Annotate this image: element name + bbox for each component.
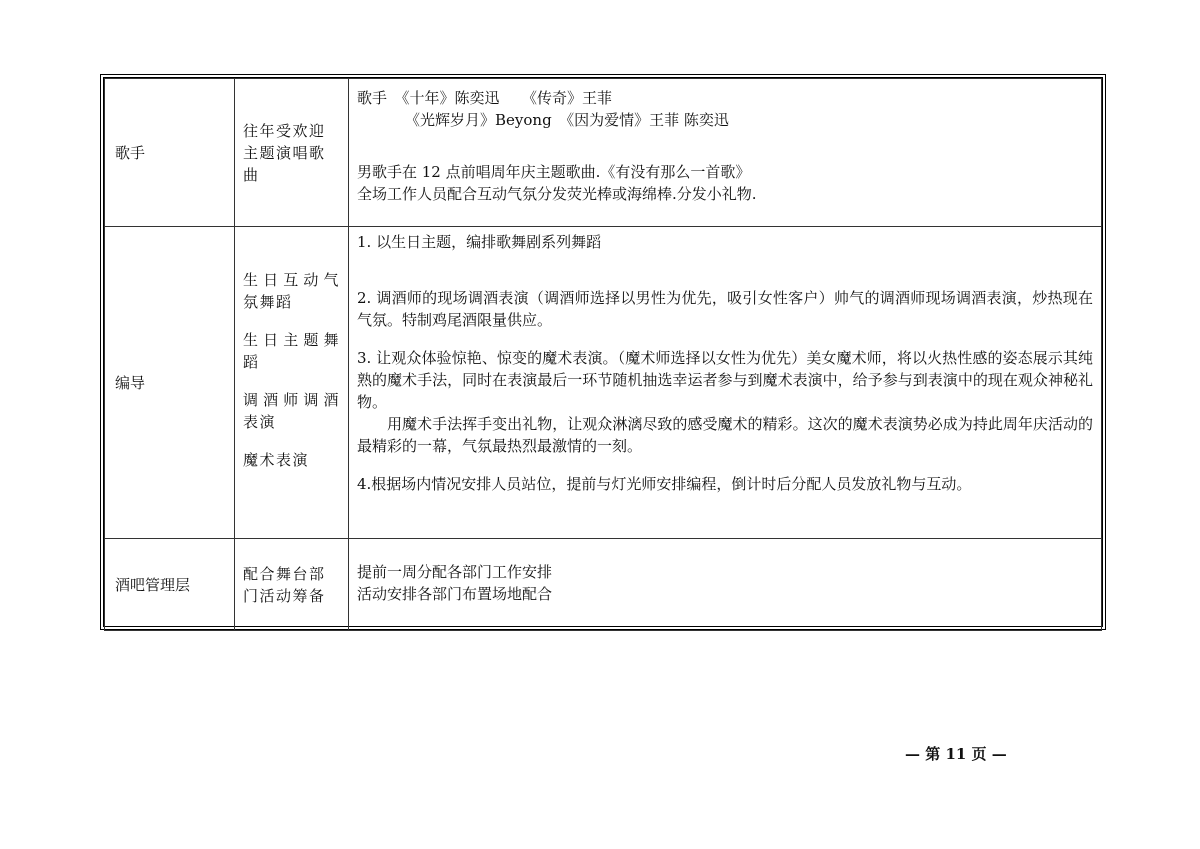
role-cell [105,539,235,631]
item-line: 主题演唱歌 [243,143,326,162]
item-line: 曲 [243,165,260,184]
table-row-management [105,539,1102,631]
paragraph: 4.根据场内情况安排人员站位，提前与灯光师安排编程，倒计时后分配人员发放礼物与互动。 [357,475,972,493]
song-list-line: 歌手 《十年》陈奕迅 《传奇》王菲 [357,89,613,107]
content-line: 提前一周分配各部门工作安排 [357,563,553,581]
role-cell [105,79,235,227]
plan-table-frame [100,74,1106,630]
role-label: 编导 [115,373,146,392]
content-line: 男歌手在 12 点前唱周年庆主题歌曲.《有没有那么一首歌》 [357,163,751,181]
item-entry: 生日主题舞蹈 [243,331,340,371]
content-line: 全场工作人员配合互动气氛分发荧光棒或海绵棒.分发小礼物. [357,185,757,203]
item-entry: 调酒师调酒表演 [243,391,340,431]
content-cell [349,539,1102,631]
item-cell [235,227,349,539]
page-number: — 第 11 页 — [905,745,1007,763]
item-entry: 魔术表演 [243,451,310,469]
content-cell [349,227,1102,539]
table-row-singer [105,79,1102,227]
paragraph: 2. 调酒师的现场调酒表演（调酒师选择以男性为优先，吸引女性客户）帅气的调酒师现场调酒表演，炒热现在气氛。特制鸡尾酒限量供应。 [357,289,1093,329]
paragraph: 1. 以生日主题，编排歌舞剧系列舞蹈 [357,233,602,251]
plan-table [104,78,1102,631]
item-line: 配合舞台部 [243,564,326,583]
item-cell [235,79,349,227]
content-line: 活动安排各部门布置场地配合 [357,585,553,603]
role-label: 歌手 [115,143,146,162]
paragraph: 用魔术手法挥手变出礼物，让观众淋漓尽致的感受魔术的精彩。这次的魔术表演势必成为持此周年庆活动的最精彩的一幕，气氛最热烈最激情的一刻。 [357,415,1093,455]
item-line: 往年受欢迎 [243,121,326,140]
item-cell [235,539,349,631]
role-label: 酒吧管理层 [115,575,191,594]
item-line: 门活动筹备 [243,586,326,605]
table-row-director [105,227,1102,539]
role-cell [105,227,235,539]
item-entry: 生日互动气氛舞蹈 [243,271,340,311]
content-cell [349,79,1102,227]
paragraph: 3. 让观众体验惊艳、惊变的魔术表演。（魔术师选择以女性为优先）美女魔术师，将以火热性感的姿态展示其纯熟的魔术手法，同时在表演最后一环节随机抽选幸运者参与到魔术表演中，给予参与到表演中的现在观众神秘礼物。 [357,349,1093,411]
song-list-line: 《光辉岁月》Beyong 《因为爱情》王菲 陈奕迅 [405,111,729,129]
